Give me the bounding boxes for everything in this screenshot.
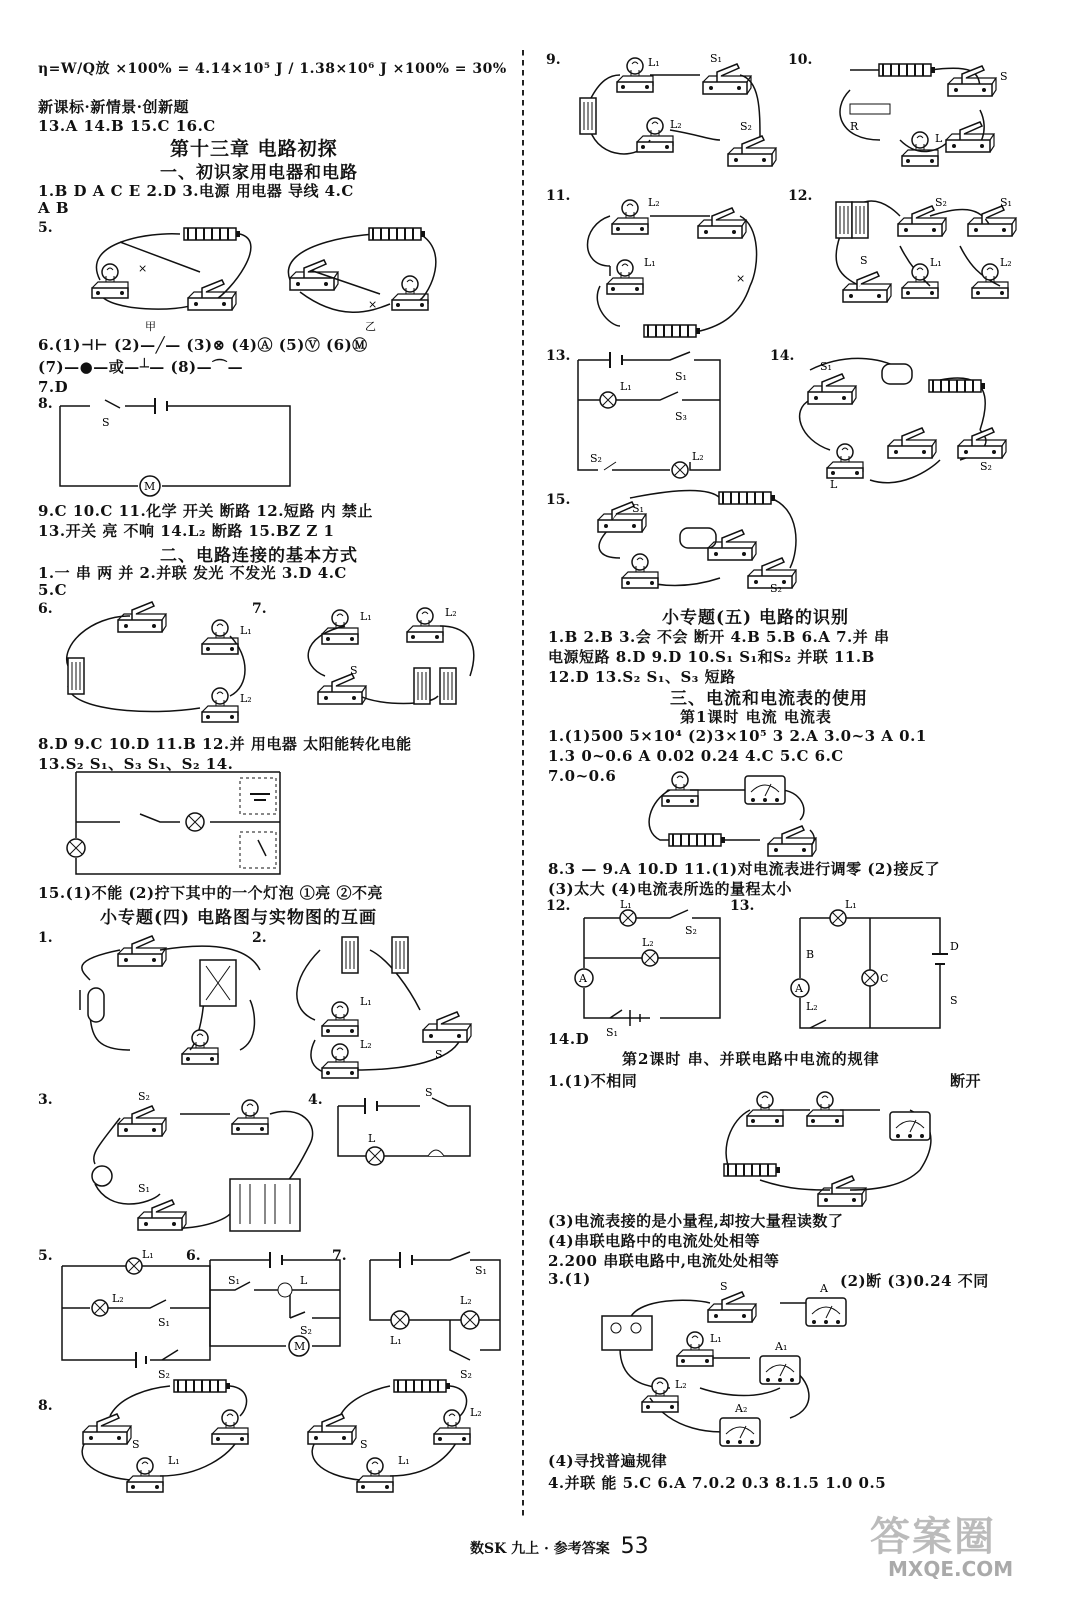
label-s1: S₁: [710, 52, 722, 65]
label-s1: S₁: [228, 1274, 240, 1287]
circuit-figure-14: [50, 768, 310, 878]
motor-label: M: [144, 480, 156, 493]
label-l1: L₁: [620, 898, 632, 911]
chapter-title: 第十三章 电路初探: [170, 138, 338, 160]
circuit-figure-8: [50, 396, 350, 496]
label-r: R: [850, 120, 859, 133]
answer-line: 4.并联 能 5.C 6.A 7.0.2 0.3 8.1.5 1.0 0.5: [548, 1474, 887, 1492]
answer-line: 13.开关 亮 不响 14.L₂ 断路 15.BZ Z 1: [38, 522, 335, 540]
label-l2: L₂: [670, 118, 682, 131]
label-l2: L₂: [470, 1406, 482, 1419]
label-s1: S₁: [675, 370, 687, 383]
right-column: [540, 0, 1040, 1560]
label-l2: L₂: [445, 606, 457, 619]
question-number: 7.: [252, 601, 267, 617]
label-l2: L₂: [1000, 256, 1012, 269]
svg-text:×: ×: [736, 272, 746, 285]
question-number: 6.: [38, 601, 53, 617]
answer-line: 13.A 14.B 15.C 16.C: [38, 117, 216, 135]
label-a1: A₁: [775, 1340, 788, 1353]
section-label: 新课标·新情景·创新题: [38, 98, 189, 116]
circuit-figures-13-14: [570, 350, 1040, 490]
answer-line: 6.(1)⊣⊢ (2)—╱— (3)⊗ (4)Ⓐ (5)Ⓥ (6)Ⓜ: [38, 336, 368, 354]
circuit-figure-lesson2-3: [590, 1278, 890, 1453]
label-s1: S₁: [158, 1316, 170, 1329]
label-s1: S₁: [632, 502, 644, 515]
topic-title: 小专题(五) 电路的识别: [662, 608, 850, 628]
question-number: 11.: [546, 188, 571, 204]
page-footer: [470, 1534, 649, 1559]
label-l2: L₂: [360, 1038, 372, 1051]
answer-line: (4)串联电路中的电流处处相等: [548, 1232, 761, 1250]
label-l2: C: [880, 972, 889, 985]
label-s: S: [350, 664, 358, 677]
question-number: 3.: [38, 1092, 53, 1108]
label-l1: L₁: [168, 1454, 180, 1467]
label-l2: L₂: [642, 936, 654, 949]
label-m: M: [294, 1340, 306, 1353]
label-l: L: [830, 478, 838, 491]
circuit-figures-11-12: [560, 186, 1040, 346]
topic-title: 小专题(四) 电路图与实物图的互画: [100, 908, 378, 928]
circuit-figures-6-7: [50, 596, 510, 726]
label-l1: L₁: [845, 898, 857, 911]
label-l2: L₂: [692, 450, 704, 463]
label-a: A: [579, 972, 587, 985]
watermark-logo: [860, 1505, 1060, 1595]
question-number: 9.: [546, 52, 561, 68]
label-s2: S₂: [590, 452, 602, 465]
circuit-figures-t5-t7: [50, 1250, 520, 1380]
question-number: 6.: [186, 1248, 201, 1264]
label-d: S: [950, 994, 958, 1007]
answer-line: 5.C: [38, 581, 68, 599]
label-a: A: [795, 982, 803, 995]
label-s: S: [435, 1048, 443, 1061]
question-number: 12.: [788, 188, 813, 204]
answer-line: 电源短路 8.D 9.D 10.S₁ S₁和S₂ 并联 11.B: [548, 648, 875, 666]
lesson-title: 第2课时 串、并联电路中电流的规律: [622, 1050, 880, 1068]
answer-line: 1.一 串 两 并 2.并联 发光 不发光 3.D 4.C: [38, 564, 347, 582]
label-s: S: [860, 254, 868, 267]
answer-line: 1.(1)不相同: [548, 1072, 638, 1090]
question-number: 5.: [38, 220, 53, 236]
label-s: S: [425, 1086, 433, 1099]
label-jia: 甲: [145, 320, 156, 333]
answer-line: 13.S₂ S₁、S₃ S₁、S₂ 14.: [38, 755, 234, 773]
label-l1: L₁: [398, 1454, 410, 1467]
question-number: 8.: [38, 396, 53, 412]
watermark-text: 答案圈: [870, 1514, 996, 1560]
label-l: L: [300, 1274, 308, 1287]
circuit-figure-7b: [630, 770, 930, 860]
label-s1: S₁: [606, 1026, 618, 1039]
label-a2: A₂: [735, 1402, 748, 1415]
answer-line: (4)寻找普遍规律: [548, 1452, 668, 1470]
question-number: 2.: [252, 930, 267, 946]
label-s2: S₂: [138, 1090, 150, 1103]
answer-line: 1.B 2.B 3.会 不会 断开 4.B 5.B 6.A 7.并 串: [548, 628, 890, 646]
answer-line: 7.0~0.6: [548, 767, 617, 785]
circuit-figures-12b-13b: [570, 898, 1030, 1038]
circuit-figure-5: [50, 212, 450, 332]
answer-line: (3)太大 (4)电流表所选的量程太小: [548, 880, 792, 898]
label-b-point: L₂: [806, 1000, 818, 1013]
svg-text:×: ×: [138, 262, 148, 275]
label-s2: S₂: [158, 1368, 170, 1381]
lesson-title: 第1课时 电流 电流表: [680, 708, 832, 726]
label-l: L: [935, 132, 943, 145]
label-l2: L₂: [460, 1294, 472, 1307]
answer-line: 9.C 10.C 11.化学 开关 断路 12.短路 内 禁止: [38, 502, 373, 520]
label-l1: L₁: [710, 1332, 722, 1345]
answer-line: A B: [38, 199, 70, 217]
label-s2: S₂: [935, 196, 947, 209]
label-s3: S₃: [675, 410, 687, 423]
watermark-url: MXQE.COM: [888, 1557, 1014, 1581]
circuit-figure-lesson2-1: [710, 1090, 970, 1210]
label-s2: S₂: [685, 924, 697, 937]
label-l1: L₁: [360, 610, 372, 623]
question-number: 4.: [308, 1092, 323, 1108]
section-title: 一、初识家用电器和电路: [160, 163, 358, 183]
question-number: 7.: [332, 1248, 347, 1264]
label-s2: S₂: [460, 1368, 472, 1381]
label-s1: S₁: [475, 1264, 487, 1277]
question-number: 13.: [546, 348, 571, 364]
question-number: 13.: [730, 898, 755, 914]
column-divider: [522, 50, 524, 1520]
label-l2: L₂: [112, 1292, 124, 1305]
answer-line: 7.D: [38, 378, 69, 396]
switch-label: S: [102, 416, 110, 429]
label-a-point: B: [806, 948, 815, 961]
answer-line: 1.3 0~0.6 A 0.02 0.24 4.C 5.C 6.C: [548, 747, 844, 765]
answer-line: 2.200 串联电路中,电流处处相等: [548, 1252, 780, 1270]
footer-label: 数SK 九上 · 参考答案: [470, 1541, 610, 1557]
label-s: S: [720, 1280, 728, 1293]
label-s: S: [1000, 70, 1008, 83]
answer-line: 15.(1)不能 (2)拧下其中的一个灯泡 ①亮 ②不亮: [38, 884, 384, 902]
label-s: S: [132, 1438, 140, 1451]
circuit-figures-t3-t4: [50, 1084, 510, 1244]
answer-line: 8.3 — 9.A 10.D 11.(1)对电流表进行调零 (2)接反了: [548, 860, 940, 878]
answer-line: (7)—●—或—┴— (8)—⌒—: [38, 358, 244, 376]
label-l2: L₂: [675, 1378, 687, 1391]
circuit-figures-9-10: [560, 50, 1040, 170]
circuit-figure-15: [570, 488, 830, 598]
label-s2: S₂: [740, 120, 752, 133]
answer-line: (3)电流表接的是小量程,却按大量程读数了: [548, 1212, 844, 1230]
answer-line: 14.D: [548, 1030, 590, 1048]
label-l2: L₂: [240, 692, 252, 705]
question-number: 14.: [770, 348, 795, 364]
label-yi: 乙: [365, 320, 376, 333]
page-number: 53: [620, 1534, 649, 1559]
answer-line: 1.(1)500 5×10⁴ (2)3×10⁵ 3 2.A 3.0~3 A 0.1: [548, 727, 927, 745]
answer-line: 12.D 13.S₂ S₁、S₃ 短路: [548, 668, 736, 686]
question-number: 5.: [38, 1248, 53, 1264]
question-number: 12.: [546, 898, 571, 914]
label-l1: L₁: [142, 1248, 154, 1261]
question-number: 10.: [788, 52, 813, 68]
label-l1: L₁: [390, 1334, 402, 1347]
answer-line: 断开: [950, 1072, 982, 1090]
label-s2: S₂: [300, 1324, 312, 1337]
label-s1: S₁: [138, 1182, 150, 1195]
answer-line: 1.B D A C E 2.D 3.电源 用电器 导线 4.C: [38, 182, 354, 200]
label-l1: L₁: [644, 256, 656, 269]
svg-text:×: ×: [368, 298, 378, 311]
label-s2: S₂: [980, 460, 992, 473]
label-l1: L₁: [930, 256, 942, 269]
left-column: [30, 0, 515, 1560]
label-a: A: [820, 1282, 828, 1295]
circuit-figures-t1-t2: [50, 930, 510, 1080]
question-number: 1.: [38, 930, 53, 946]
label-s1: S₁: [820, 360, 832, 373]
question-number: 15.: [546, 492, 571, 508]
answer-line: 8.D 9.C 10.D 11.B 12.并 用电器 太阳能转化电能: [38, 735, 412, 753]
label-l1: L₁: [648, 56, 660, 69]
label-l1: L₁: [360, 995, 372, 1008]
label-s: S: [360, 1438, 368, 1451]
efficiency-formula: η=W/Q放 ×100% = 4.14×10⁵ J / 1.38×10⁶ J ×100% = 30%: [38, 61, 507, 77]
label-l1: L₁: [240, 624, 252, 637]
section-title: 二、电路连接的基本方式: [160, 546, 358, 566]
answer-line: 3.(1): [548, 1270, 591, 1288]
label-s2: S₂: [770, 582, 782, 595]
label-c: D: [950, 940, 959, 953]
answer-line: (2)断 (3)0.24 不同: [840, 1272, 989, 1290]
circuit-figure-t8: [50, 1376, 510, 1496]
question-number: 8.: [38, 1398, 53, 1414]
label-s1: S₁: [1000, 196, 1012, 209]
label-l1: L₁: [620, 380, 632, 393]
label-l: L: [368, 1132, 376, 1145]
label-l2: L₂: [648, 196, 660, 209]
section-title: 三、电流和电流表的使用: [670, 689, 868, 709]
